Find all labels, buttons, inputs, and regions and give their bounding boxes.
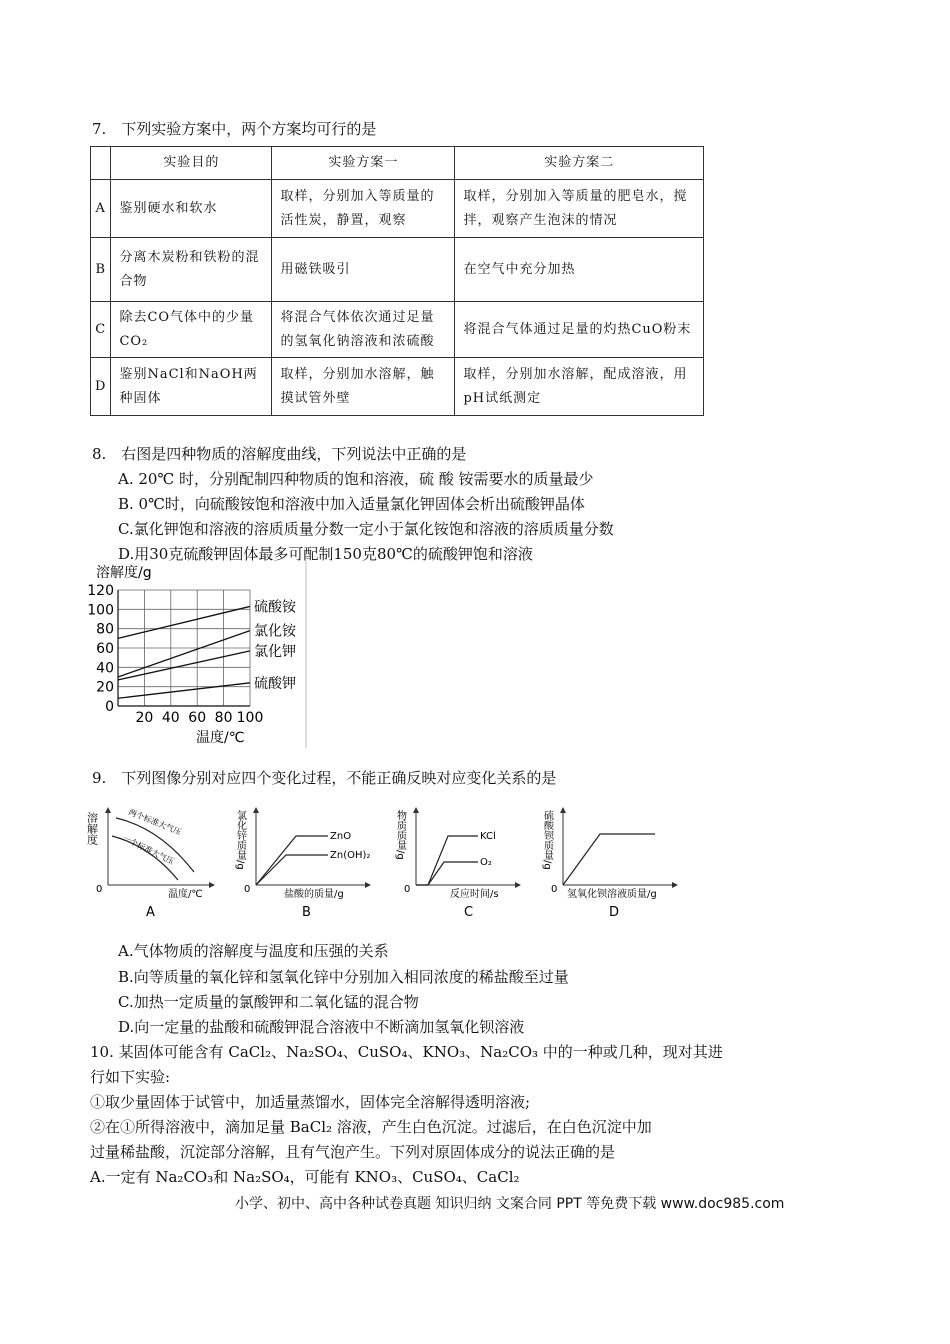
series-label: 硫酸钾 [254, 675, 296, 692]
graph-b [234, 800, 378, 920]
q8-stem: 8. 右图是四种物质的溶解度曲线，下列说法中正确的是 [92, 445, 467, 463]
graph-c-l2: O₂ [480, 857, 492, 868]
row-plan2: 取样，分别加水溶解，配成溶液，用pH试纸测定 [455, 358, 704, 416]
row-plan1: 用磁铁吸引 [272, 238, 455, 302]
q10-line3: ①取少量固体于试管中，加适量蒸馏水，固体完全溶解得透明溶液; [90, 1093, 531, 1111]
row-plan2: 在空气中充分加热 [455, 238, 704, 302]
line-baso4 [563, 834, 655, 885]
series-line [118, 606, 250, 638]
graph-b-caption: B [302, 905, 311, 920]
chart-grid [118, 590, 250, 706]
graph-d-caption: D [609, 905, 620, 920]
graph-c-caption: C [464, 905, 474, 920]
q9-option-c: C.加热一定质量的氯酸钾和二氧化锰的混合物 [118, 993, 419, 1011]
graph-a-origin: 0 [96, 884, 103, 895]
graph-d [541, 800, 685, 920]
table-row [91, 180, 704, 238]
graph-a [85, 800, 220, 920]
header-cell [91, 147, 111, 180]
q7-experiment-table [90, 146, 704, 416]
y-tick-label: 40 [96, 660, 114, 677]
graph-b-ylabel: 氯化锌质量/g [234, 810, 246, 870]
graph-c-xlabel: 反应时间/s [450, 889, 499, 900]
y-axis-label: 溶解度/g [96, 565, 152, 581]
table-row [91, 358, 704, 416]
graph-c [394, 800, 528, 920]
x-tick-label: 20 [135, 710, 154, 726]
graph-b-l1: ZnO [330, 831, 352, 842]
graph-c-ylabel: 物质质量/g [394, 810, 406, 860]
y-tick-label: 20 [96, 679, 114, 696]
q9-option-b: B.向等质量的氧化锌和氢氧化锌中分别加入相同浓度的稀盐酸至过量 [118, 968, 569, 986]
q8-option-d: D.用30克硫酸钾固体最多可配制150克80℃的硫酸钾饱和溶液 [118, 545, 533, 563]
header-cell: 实验方案二 [455, 147, 704, 180]
row-key: B [91, 238, 111, 302]
row-goal: 分离木炭粉和铁粉的混合物 [111, 238, 272, 302]
graph-a-ylabel: 溶解度 [85, 812, 99, 845]
header-cell: 实验方案一 [272, 147, 455, 180]
series-label: 硫酸铵 [254, 599, 296, 616]
x-tick-label: 100 [236, 710, 264, 726]
row-plan1: 将混合气体依次通过足量的氢氧化钠溶液和浓硫酸 [272, 302, 455, 358]
q9-stem: 9. 下列图像分别对应四个变化过程，不能正确反映对应变化关系的是 [92, 769, 557, 787]
q8-option-c: C.氯化钾饱和溶液的溶质质量分数一定小于氯化铵饱和溶液的溶质质量分数 [118, 520, 614, 538]
chart-series [118, 606, 250, 698]
graph-a-xlabel: 温度/℃ [168, 889, 203, 900]
row-goal: 除去CO气体中的少量CO₂ [111, 302, 272, 358]
q10-line1: 10. 某固体可能含有 CaCl₂、Na₂SO₄、CuSO₄、KNO₃、Na₂CO₃ 中的一种或几种，现对其进 [90, 1043, 723, 1061]
line-o2 [416, 862, 478, 885]
row-plan2: 取样，分别加入等质量的肥皂水，搅拌，观察产生泡沫的情况 [455, 180, 704, 238]
y-tick-label: 100 [87, 602, 114, 619]
q10-line2: 行如下实验: [90, 1068, 171, 1086]
row-goal: 鉴别NaCl和NaOH两种固体 [111, 358, 272, 416]
q9-option-a: A.气体物质的溶解度与温度和压强的关系 [118, 942, 389, 960]
table-row [91, 238, 704, 302]
table-header-row [91, 147, 704, 180]
graph-b-xlabel: 盐酸的质量/g [284, 889, 344, 900]
x-tick-label: 40 [161, 710, 180, 726]
series-line [118, 651, 250, 680]
series-label: 氯化钾 [254, 643, 296, 660]
page-footer: 小学、初中、高中各种试卷真题 知识归纳 文案合同 PPT 等免费下载 www.doc985.com [235, 1196, 785, 1212]
row-goal: 鉴别硬水和软水 [111, 180, 272, 238]
row-plan1: 取样，分别加水溶解，触摸试管外壁 [272, 358, 455, 416]
line-znoh2 [256, 855, 328, 885]
series-line [118, 631, 250, 677]
solubility-chart [88, 560, 318, 752]
q10-line4: ②在①所得溶液中，滴加足量 BaCl₂ 溶液，产生白色沉淀。过滤后，在白色沉淀中加 [90, 1118, 652, 1136]
y-tick-label: 0 [105, 699, 114, 715]
row-key: D [91, 358, 111, 416]
graph-d-xlabel: 氢氧化钡溶液质量/g [567, 889, 657, 900]
graph-a-caption: A [146, 905, 155, 920]
chart-ticks [87, 583, 263, 726]
x-axis-label: 温度/℃ [196, 730, 245, 746]
series-label: 氯化铵 [254, 623, 296, 640]
q10-line5: 过量稀盐酸，沉淀部分溶解，且有气泡产生。下列对原固体成分的说法正确的是 [90, 1143, 616, 1161]
x-tick-label: 60 [188, 710, 207, 726]
line-zno [256, 836, 328, 885]
q8-option-b: B. 0℃时，向硫酸铵饱和溶液中加入适量氯化钾固体会析出硫酸钾晶体 [118, 495, 585, 513]
graph-c-l1: KCl [480, 831, 496, 842]
graph-a-curve2-label: 一个标准大气压 [121, 833, 176, 867]
series-line [118, 683, 250, 698]
q9-option-d: D.向一定量的盐酸和硫酸钾混合溶液中不断滴加氢氧化钡溶液 [118, 1018, 525, 1036]
header-cell: 实验目的 [111, 147, 272, 180]
row-plan1: 取样，分别加入等质量的活性炭，静置，观察 [272, 180, 455, 238]
y-tick-label: 120 [87, 583, 114, 599]
graph-d-ylabel: 硫酸钡质量/g [541, 810, 553, 870]
x-tick-label: 80 [214, 710, 233, 726]
graph-d-origin: 0 [551, 884, 558, 895]
graph-a-curve1-label: 两个标准大气压 [127, 807, 183, 837]
row-key: A [91, 180, 111, 238]
graph-b-origin: 0 [244, 884, 251, 895]
y-tick-label: 80 [96, 621, 114, 638]
y-tick-label: 60 [96, 641, 114, 657]
graph-c-origin: 0 [404, 884, 411, 895]
q8-option-a: A. 20℃ 时，分别配制四种物质的饱和溶液，硫 酸 铵需要水的质量最少 [118, 470, 594, 488]
row-plan2: 将混合气体通过足量的灼热CuO粉末 [455, 302, 704, 358]
chart-series-labels [254, 599, 297, 691]
graph-b-l2: Zn(OH)₂ [330, 850, 371, 861]
row-key: C [91, 302, 111, 358]
q10-option-a: A.一定有 Na₂CO₃和 Na₂SO₄，可能有 KNO₃、CuSO₄、CaCl₂ [90, 1168, 520, 1186]
line-kcl [416, 836, 478, 885]
table-row [91, 302, 704, 358]
q7-stem: 7. 下列实验方案中，两个方案均可行的是 [92, 120, 377, 138]
